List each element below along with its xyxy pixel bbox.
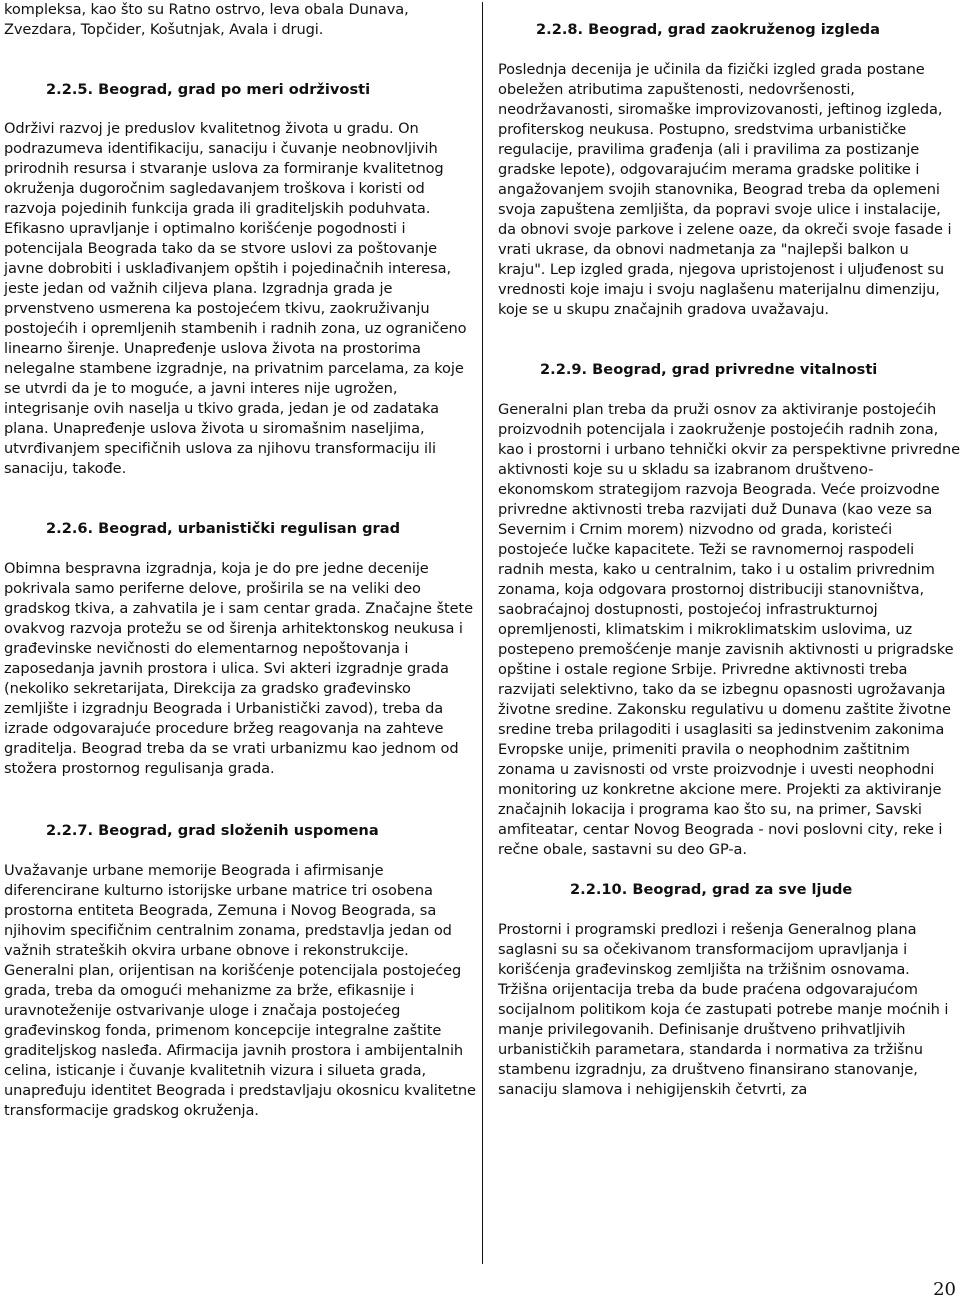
heading-2-2-5: 2.2.5. Beograd, grad po meri održivosti bbox=[46, 81, 371, 98]
paragraph-2-2-6: Obimna bespravna izgradnja, koja je do pre jedne decenije pokrivala samo periferne delove, proširila se na veliki deo gradskog tkiva, a zahvatila je i sam centar grada. Značajne štete ovakvog razvoja protežu se od širenja arhitektonskog neukusa i građevinske nevičnosti do elementarnog nepoštovanja i zaposedanja javnih prostora i ulica. Svi akteri izgradnje grada (nekoliko sekretarijata, Direkcija za gradsko građevinsko zemljište i izgradnju Beograda i Urbanistički zavod), treba da izrade odgovarajuće procedure bržeg reagovanja na zahteve graditelja. Beograd treba da se vrati urbanizmu kao jednom od stožera prostornog regulisanja grada. bbox=[4, 560, 473, 777]
heading-2-2-10: 2.2.10. Beograd, grad za sve ljude bbox=[570, 881, 853, 898]
heading-2-2-6: 2.2.6. Beograd, urbanistički regulisan grad bbox=[46, 520, 401, 537]
paragraph-2-2-5: Održivi razvoj je preduslov kvalitetnog života u gradu. On podrazumeva identifikaciju, sanaciju i čuvanje neobnovljivih prirodnih resursa i stvaranje uslova za formiranje kvalitetnog okruženja dugoročnim sagledavanjem troškova i koristi od razvoja pojedinih funkcija grada ili graditeljskih poduhvata. Efikasno upravljanje i optimalno korišćenje pogodnosti i potencijala Beograda tako da se stvore uslovi za poštovanje javne dobrobiti i usklađivanjem opštih i pojedinačnih interesa, jeste jedan od važnih ciljeva plana. Izgradnja grada je prvenstveno usmerena ka postojećem tkivu, zaokruživanju postojećih i opremljenih stambenih i radnih zona, uz ograničeno linearno širenje. Unapređenje uslova života na prostorima nelegalne stambene izgradnje, na privatnim parcelama, za koje se utvrdi da je to moguće, a javni interes nije ugrožen, integrisanje ovih naselja u tkivo grada, jedan je od zadataka plana. Unapređenje uslova života u siromašnim naseljima, utvrđivanjem specifičnih uslova za njihovu transformaciju ili sanaciju, takođe. bbox=[4, 120, 467, 477]
paragraph-2-2-7: Uvažavanje urbane memorije Beograda i afirmisanje diferencirane kulturno istorijske urbane matrice tri osobena prostorna entiteta Beograda, Zemuna i Novog Beograda, sa njihovim specifičnim centralnim zonama, predstavlja jedan od važnih strateških okvira urbane obnove i rekonstrukcije. Generalni plan, orijentisan na korišćenje potencijala postojećeg grada, treba da omogući mehanizme za brže, efikasnije i uravnoteženije ostvarivanje uloge i značaja postojećeg građevinskog fonda, primenom koncepcije integralne zaštite graditeljskog nasleđa. Afirmacija javnih prostora i ambijentalnih celina, isticanje i čuvanje kvalitetnih vizura i silueta grada, unapređuju identitet Beograda i predstavljaju okosnicu kvalitetne transformacije gradskog okruženja. bbox=[4, 862, 476, 1119]
column-divider bbox=[482, 2, 483, 1264]
paragraph-2-2-9: Generalni plan treba da pruži osnov za aktiviranje postojećih proizvodnih potencijala i zaokruženje postojećih radnih zona, kao i prostorni i urbano tehnički okvir za perspektivne privredne aktivnosti koje su u skladu sa izabranom društveno-ekonomskom strategijom razvoja Beograda. Veće proizvodne privredne aktivnosti treba razvijati duž Dunava (kao veze sa Severnim i Crnim morem) nizvodno od grada, koristeći postojeće lučke kapacitete. Teži se ravnomernoj raspodeli radnih mesta, kako u centralnim, tako i u ostalim privrednim zonama, koja odgovara prostornoj distribuciji stanovništva, saobraćajnoj dostupnosti, postojećoj infrastrukturnoj opremljenosti, klimatskim i mikroklimatskim uslovima, uz postepeno premošćenje manje zavisnih aktivnosti u prigradske opštine i ostale regione Srbije. Privredne aktivnosti treba razvijati selektivno, tako da se izbegnu opasnosti ugrožavanja životne sredine. Zakonsku regulativu u domenu zaštite životne sredine treba prilagoditi i usaglasiti sa jedinstvenim zakonima Evropske unije, primeniti pravila o neophodnim zaštitnim zonama u zavisnosti od vrste proizvodnje i uvesti neophodni monitoring uz konkretne akcione mere. Projekti za aktiviranje značajnih lokacija i programa kao što su, na primer, Savski amfiteatar, centar Novog Beograda - novi poslovni city, reke i rečne obale, sastavni su deo GP-a. bbox=[498, 401, 960, 858]
right-column bbox=[498, 0, 960, 1100]
heading-2-2-9: 2.2.9. Beograd, grad privredne vitalnosti bbox=[540, 361, 878, 378]
left-column bbox=[4, 0, 476, 1121]
paragraph-2-2-10: Prostorni i programski predlozi i rešenja Generalnog plana saglasni su sa očekivanom transformacijom upravljanja i korišćenja građevinskog zemljišta na tržišnim osnovama. Tržišna orijentacija treba da bude praćena odgovarajućom socijalnom politikom koja će zastupati potrebe manje moćnih i manje privilegovanih. Definisanje društveno prihvatljivih urbanističkih parametara, standarda i normativa za tržišnu stambenu izgradnju, za društveno finansirano stanovanje, sanaciju slamova i nehigijenskih četvrti, za bbox=[498, 921, 949, 1098]
page-number: 20 bbox=[933, 1279, 956, 1300]
paragraph-2-2-8: Poslednja decenija je učinila da fizički izgled grada postane obeležen atributima zapuštenosti, nedovršenosti, neodržavanosti, siromaške improvizovanosti, jeftinog izgleda, profiterskog neukusa. Postupno, sredstvima urbanističke regulacije, pravilima građenja (ali i pravilima za postizanje gradske lepote), odgovarajućim merama gradske politike i angažovanjem svojih stanovnika, Beograd treba da oplemeni svoja zapuštena zemljišta, da popravi svoje ulice i instalacije, da obnovi svoje parkove i zelene oaze, da okreči svoje fasade i vrati ukrase, da obnovi nadmetanja za "najlepši balkon u kraju". Lep izgled grada, njegova upristojenost i uljuđenost su vrednosti koje imaju i svoju naglašenu materijalnu dimenziju, koje se u skupu značajnih gradova uvažavaju. bbox=[498, 61, 952, 318]
heading-2-2-8: 2.2.8. Beograd, grad zaokruženog izgleda bbox=[536, 21, 880, 38]
paragraph-intro: kompleksa, kao što su Ratno ostrvo, leva obala Dunava, Zvezdara, Topčider, Košutnjak, Avala i drugi. bbox=[4, 1, 409, 38]
heading-2-2-7: 2.2.7. Beograd, grad složenih uspomena bbox=[46, 822, 379, 839]
